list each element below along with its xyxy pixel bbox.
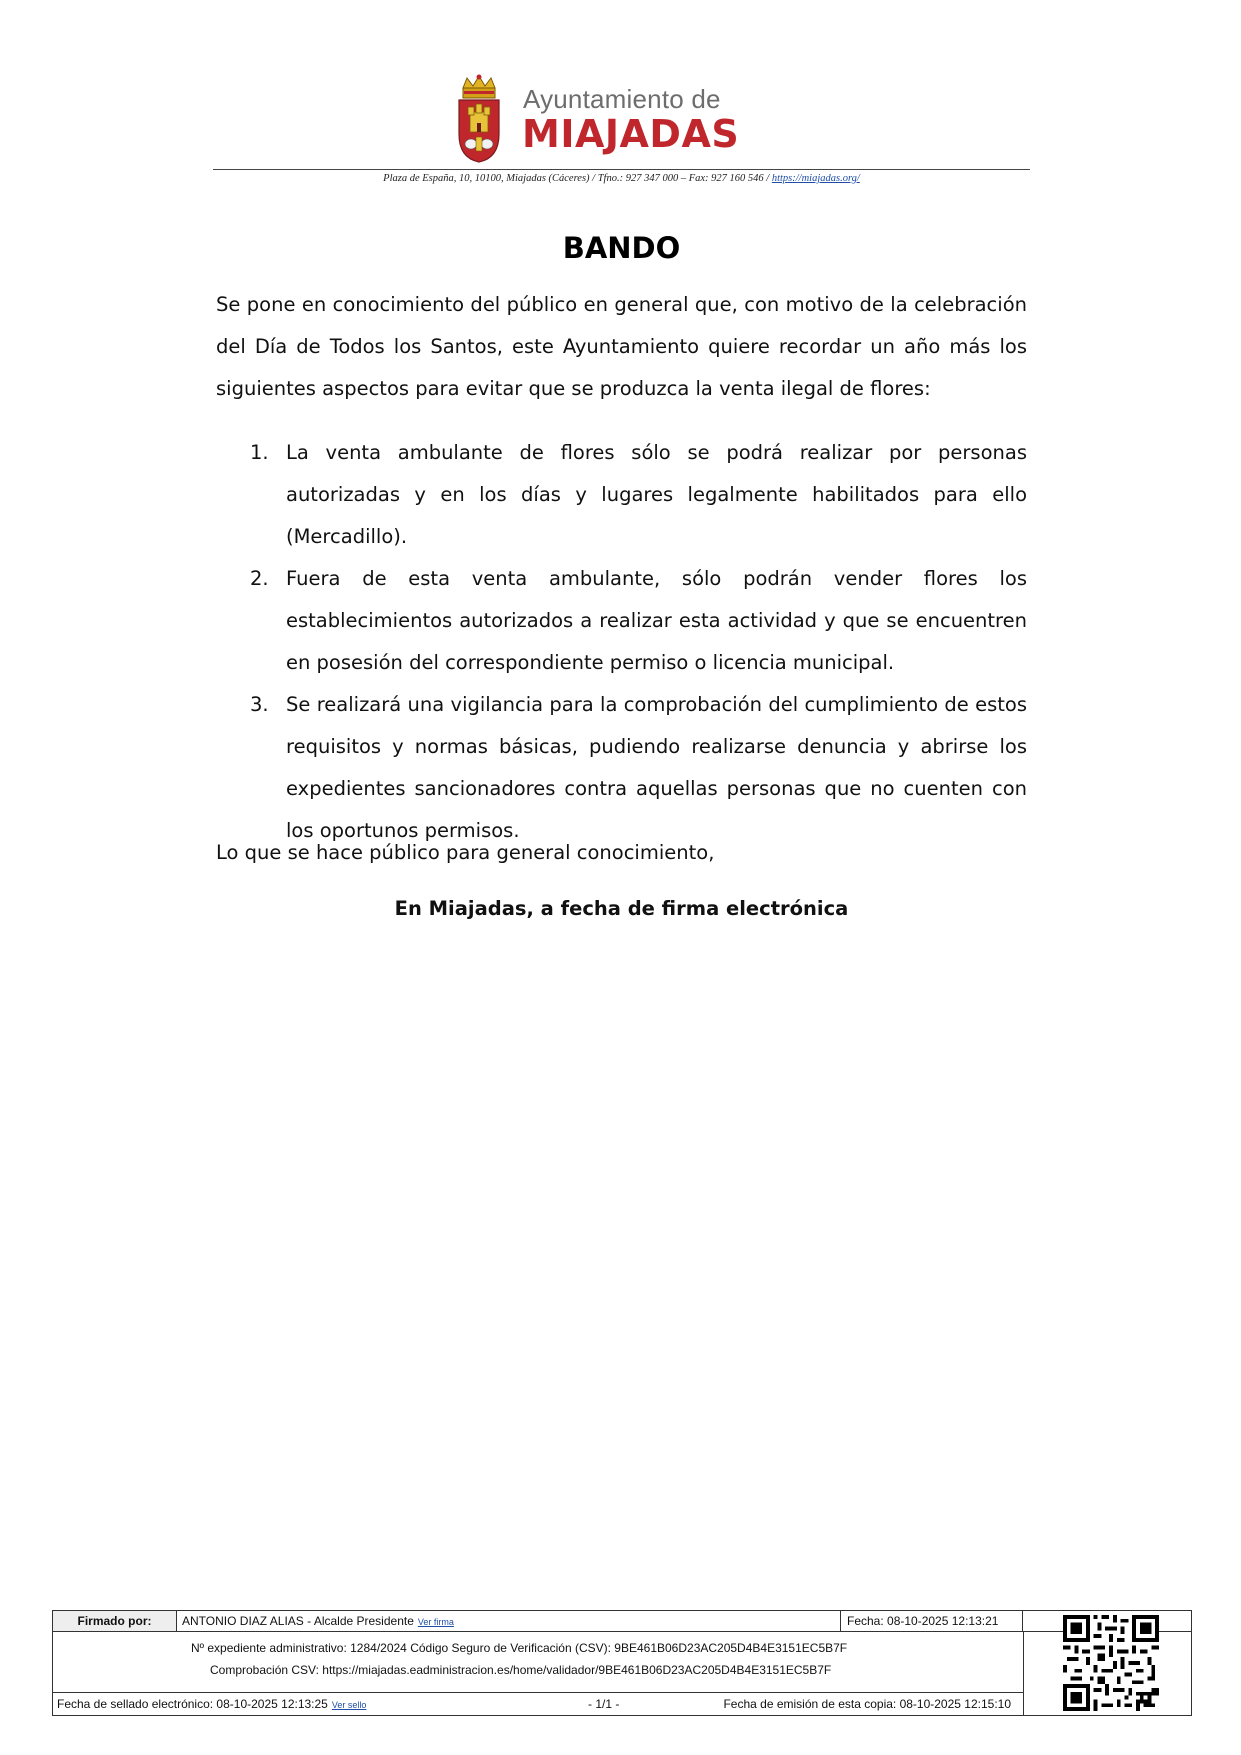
copy-date: Fecha de emisión de esta copia: 08-10-2025 12:15:10 — [723, 1697, 1011, 1711]
seal-date: Fecha de sellado electrónico: 08-10-2025 12:13:25 — [57, 1697, 328, 1711]
signer-cell — [178, 1611, 841, 1631]
view-seal-link[interactable]: Ver sello — [331, 1700, 367, 1710]
list-item-text: Se realizará una vigilancia para la comprobación del cumplimiento de estos requisitos y normas básicas, pudiendo realizarse denuncia y abrirse los expedientes sancionadores contra aquellas personas que no cuenten con los oportunos permisos. — [286, 693, 1027, 842]
signed-by-label: Firmado por: — [53, 1611, 177, 1631]
logo-title: MIAJADAS — [522, 112, 740, 156]
list-item — [250, 432, 1027, 558]
signature-box — [52, 1610, 1192, 1716]
seal-info — [57, 1697, 366, 1711]
list-item — [250, 684, 1027, 852]
signature-date: Fecha: 08-10-2025 12:13:21 — [843, 1611, 1023, 1631]
expediente-csv: Nº expediente administrativo: 1284/2024 Código Seguro de Verificación (CSV): 9BE461B06D23AC205D4B4E3151EC5B7F — [191, 1641, 848, 1655]
closing-paragraph: Lo que se hace público para general conocimiento, — [216, 841, 715, 864]
place-date: En Miajadas, a fecha de firma electrónica — [394, 897, 849, 920]
list-item-number: 3. — [250, 693, 269, 716]
coat-of-arms-icon — [454, 74, 504, 164]
list-item-text: Fuera de esta venta ambulante, sólo podrán vender flores los establecimientos autorizados a realizar esta actividad y que se encuentren en posesión del correspondiente permiso o licencia municipal. — [286, 567, 1027, 674]
list-item — [250, 558, 1027, 684]
csv-check-url: Comprobación CSV: https://miajadas.eadministracion.es/home/validador/9BE461B06D23AC205D4B4E3151EC5B7F — [210, 1663, 832, 1677]
address-text: Plaza de España, 10, 10100, Miajadas (Cáceres) / Tfno.: 927 347 000 – Fax: 927 160 546 / — [383, 173, 772, 184]
view-signature-link[interactable]: Ver firma — [417, 1617, 454, 1627]
address-line — [213, 173, 1030, 184]
intro-paragraph: Se pone en conocimiento del público en general que, con motivo de la celebración del Día de Todos los Santos, este Ayuntamiento quiere recordar un año más los siguientes aspectos para evitar que se produzca la venta ilegal de flores: — [216, 293, 1027, 400]
logo-subtitle: Ayuntamiento de — [523, 84, 721, 114]
qr-code-icon — [1063, 1615, 1159, 1711]
page-title: BANDO — [562, 231, 681, 265]
signer-name: ANTONIO DIAZ ALIAS - Alcalde Presidente — [182, 1614, 414, 1628]
list-item-text: La venta ambulante de flores sólo se podrá realizar por personas autorizadas y en los días y lugares legalmente habilitados para ello (Mercadillo). — [286, 441, 1027, 548]
website-link[interactable]: https://miajadas.org/ — [771, 173, 860, 184]
numbered-list — [250, 432, 1027, 852]
header-divider — [213, 169, 1030, 170]
page-number: - 1/1 - — [588, 1697, 620, 1711]
signature-row — [53, 1611, 1191, 1632]
verification-block — [53, 1632, 1024, 1693]
list-item-number: 1. — [250, 441, 269, 464]
list-item-number: 2. — [250, 567, 269, 590]
seal-row — [53, 1693, 1024, 1715]
